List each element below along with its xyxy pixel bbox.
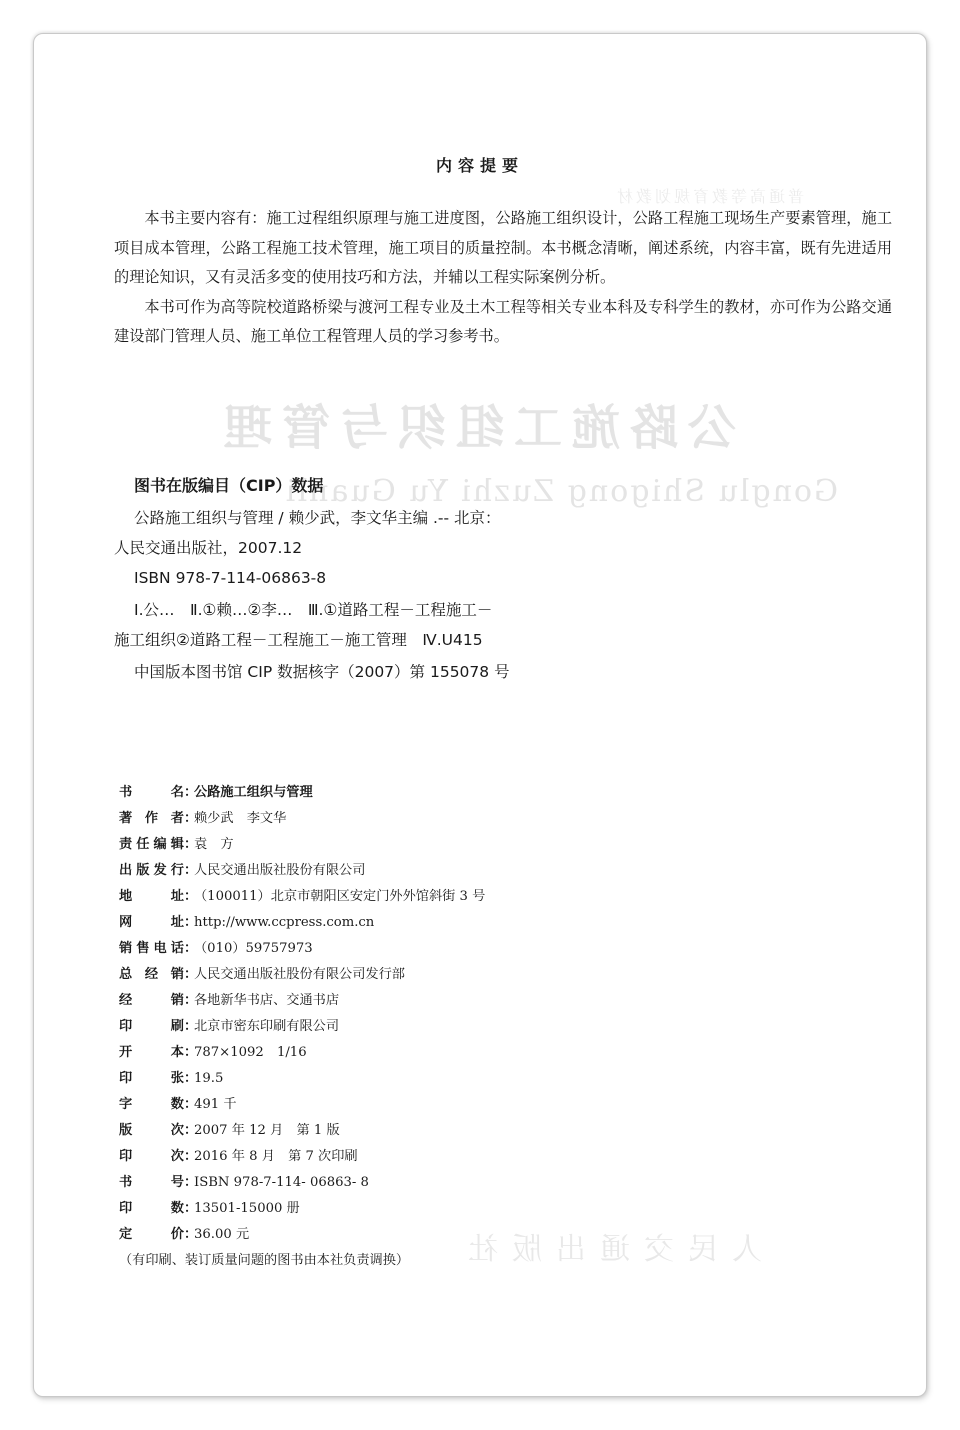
info-row-format: 开本 ： 787×1092 1/16 [119,1040,485,1066]
info-row-sheets: 印张 ： 19.5 [119,1066,485,1092]
info-label: 著作者 [119,811,184,826]
show-through-pinyin-title: Gonglu Shigong Zuzhi Yu Guanli [284,474,838,509]
info-label: 总经销 [119,967,184,982]
info-label: 印刷 [119,1019,184,1034]
info-value: 13501-15000 册 [194,1201,300,1216]
cip-block [114,471,854,687]
info-value: 人民交通出版社股份有限公司发行部 [194,967,405,982]
info-row-distributor: 经销 ： 各地新华书店、交通书店 [119,988,485,1014]
info-value: http://www.ccpress.com.cn [194,915,375,930]
cip-classification-line-1: Ⅰ.公… Ⅱ.①赖…②李… Ⅲ.①道路工程－工程施工－ [134,601,493,619]
summary-paragraph-1: 本书主要内容有：施工过程组织原理与施工进度图，公路施工组织设计，公路工程施工现场生产要素管理，施工项目成本管理，公路工程施工技术管理，施工项目的质量控制。本书概念清晰，阐述系统，内容丰富，既有先进适用的理论知识，又有灵活多变的使用技巧和方法，并辅以工程实际案例分析。 [114,209,892,286]
summary-heading: 内容提要 [435,156,524,175]
quality-note: （有印刷、装订质量问题的图书由本社负责调换） [119,1253,410,1268]
info-value: 各地新华书店、交通书店 [194,993,340,1008]
info-row-general-distributor: 总经销 ： 人民交通出版社股份有限公司发行部 [119,962,485,988]
cip-classification-line-2: 施工组织②道路工程－工程施工－施工管理 Ⅳ.U415 [114,631,483,649]
info-value: 2016 年 8 月 第 7 次印刷 [194,1149,358,1164]
show-through-book-title: 公路施工组织与管理 [214,400,737,456]
info-row-edition: 版次 ： 2007 年 12 月 第 1 版 [119,1118,485,1144]
info-label: 定价 [119,1227,184,1242]
info-value: （010）59757973 [194,941,313,956]
show-through-publisher: 人民交通出版社 [454,1232,762,1267]
cip-heading: 图书在版编目（CIP）数据 [134,476,324,495]
summary-body [114,204,892,352]
info-label: 字数 [119,1097,184,1112]
info-row-printing: 印次 ： 2016 年 8 月 第 7 次印刷 [119,1144,485,1170]
info-value: （100011）北京市朝阳区安定门外外馆斜街 3 号 [194,889,486,904]
info-label: 地址 [119,889,184,904]
cip-publisher-line: 人民交通出版社，2007.12 [114,539,303,557]
cip-title-line: 公路施工组织与管理 / 赖少武，李文华主编 .-- 北京： [134,509,501,527]
info-label: 网址 [119,915,184,930]
info-row-sales-phone: 销售电话 ： （010）59757973 [119,936,485,962]
info-row-printer: 印刷 ： 北京市密东印刷有限公司 [119,1014,485,1040]
info-label: 开本 [119,1045,184,1060]
info-row-price: 定价 ： 36.00 元 [119,1222,485,1248]
cip-record-number: 中国版本图书馆 CIP 数据核字（2007）第 155078 号 [134,663,510,681]
publication-info [119,780,485,1274]
info-row-publisher: 出版发行 ： 人民交通出版社股份有限公司 [119,858,485,884]
info-value: 19.5 [194,1071,224,1086]
info-row-address: 地址 ： （100011）北京市朝阳区安定门外外馆斜街 3 号 [119,884,485,910]
info-value: 北京市密东印刷有限公司 [194,1019,340,1034]
summary-paragraph-2: 本书可作为高等院校道路桥梁与渡河工程专业及土木工程等相关专业本科及专科学生的教材，亦可作为公路交通建设部门管理人员、施工单位工程管理人员的学习参考书。 [114,297,892,345]
cip-isbn-line: ISBN 978-7-114-06863-8 [134,569,327,587]
info-value: 人民交通出版社股份有限公司 [194,863,366,878]
info-label: 版次 [119,1123,184,1138]
info-value: 36.00 元 [194,1227,250,1242]
info-label: 销售电话 [119,941,184,956]
info-value: 袁 方 [194,837,234,852]
info-value: 2007 年 12 月 第 1 版 [194,1123,340,1138]
info-label: 责任编辑 [119,837,184,852]
info-row-title: 书名 ： 公路施工组织与管理 [119,780,485,806]
info-value: 491 千 [194,1097,237,1112]
copyright-page [33,33,927,1397]
info-row-isbn: 书号 ： ISBN 978-7-114- 06863- 8 [119,1170,485,1196]
info-label: 印次 [119,1149,184,1164]
info-value: 赖少武 李文华 [194,811,287,826]
info-value: 公路施工组织与管理 [194,785,313,800]
info-row-authors: 著作者 ： 赖少武 李文华 [119,806,485,832]
info-row-editor: 责任编辑 ： 袁 方 [119,832,485,858]
info-label: 印数 [119,1201,184,1216]
info-row-word-count: 字数 ： 491 千 [119,1092,485,1118]
info-label: 经销 [119,993,184,1008]
info-value: ISBN 978-7-114- 06863- 8 [194,1175,369,1190]
info-label: 出版发行 [119,863,184,878]
info-label: 书号 [119,1175,184,1190]
show-through-series-text: 普通高等教育规划教材 [614,187,805,206]
info-label: 印张 [119,1071,184,1086]
info-label: 书名 [119,785,184,800]
info-row-print-run: 印数 ： 13501-15000 册 [119,1196,485,1222]
info-row-website: 网址 ： http://www.ccpress.com.cn [119,910,485,936]
info-value: 787×1092 1/16 [194,1045,307,1060]
